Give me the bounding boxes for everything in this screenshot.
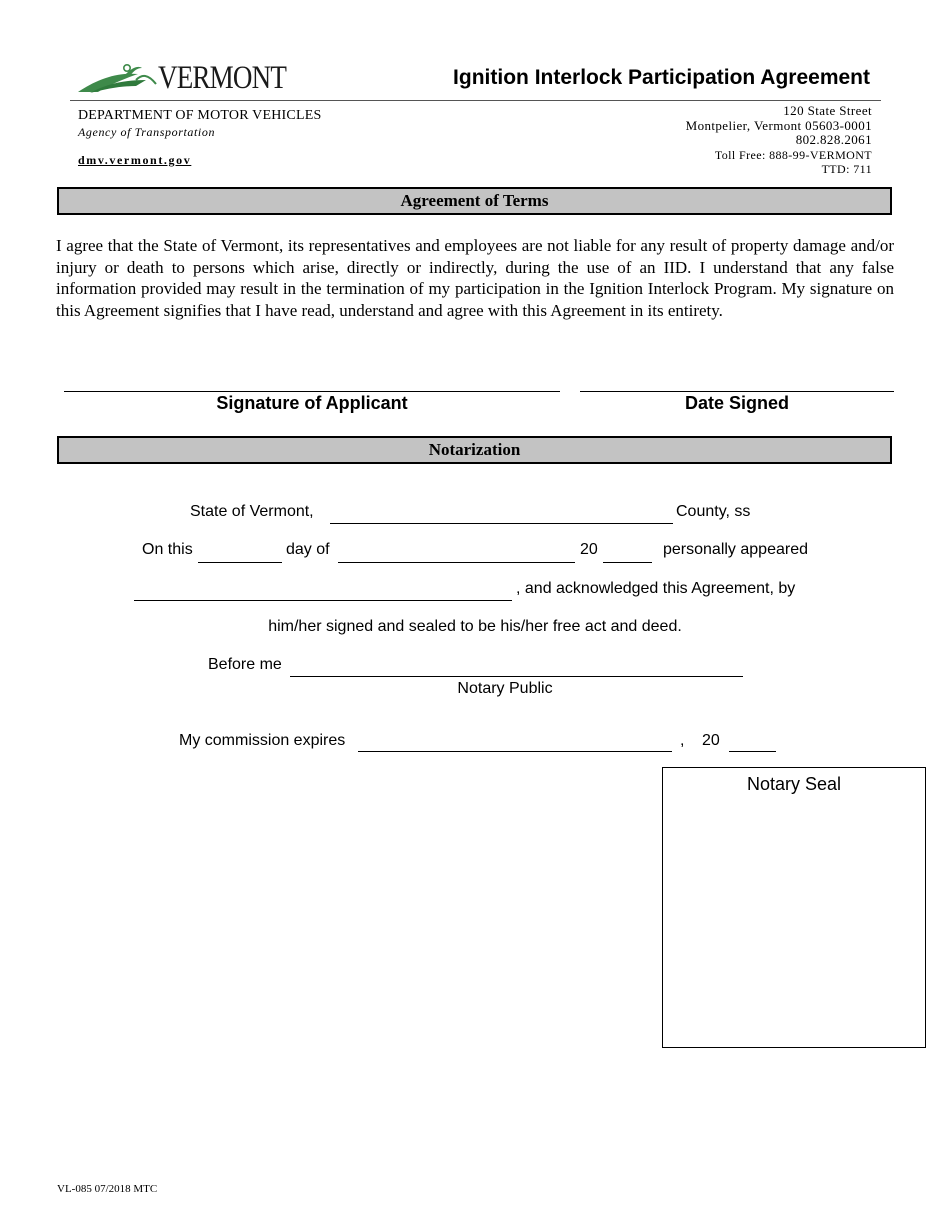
agency-name: Agency of Transportation <box>78 125 216 139</box>
month-field[interactable] <box>338 562 575 563</box>
notarization-heading: Notarization <box>57 436 892 464</box>
department-name: DEPARTMENT OF MOTOR VEHICLES <box>78 108 322 123</box>
date-signed-label: Date Signed <box>684 393 790 413</box>
day-field[interactable] <box>198 562 282 563</box>
form-title: Ignition Interlock Participation Agreement <box>453 66 870 89</box>
commission-year-prefix-label: 20 <box>702 732 720 749</box>
header-divider <box>70 100 881 101</box>
notary-signature-field[interactable] <box>290 676 743 677</box>
commission-expires-label: My commission expires <box>179 732 346 749</box>
date-signed-line[interactable] <box>580 391 894 392</box>
notary-public-label: Notary Public <box>457 680 553 697</box>
before-me-label: Before me <box>208 656 282 673</box>
address-line: 120 State Street <box>783 103 872 118</box>
agreement-of-terms-heading: Agreement of Terms <box>57 187 892 215</box>
address-line: 802.828.2061 <box>795 132 872 148</box>
year-field[interactable] <box>603 562 652 563</box>
acknowledged-label: , and acknowledged this Agreement, by <box>516 580 796 597</box>
department-address <box>686 104 872 177</box>
address-line: TTD: 711 <box>821 162 872 177</box>
applicant-signature-line[interactable] <box>64 391 560 392</box>
personally-appeared-label: personally appeared <box>663 541 808 558</box>
on-this-label: On this <box>142 541 193 558</box>
website-link[interactable]: dmv.vermont.gov <box>78 153 192 167</box>
signature-of-applicant-label: Signature of Applicant <box>216 393 408 413</box>
county-field[interactable] <box>330 523 673 524</box>
form-code: VL-085 07/2018 MTC <box>57 1183 158 1195</box>
vermont-wordmark: VERMONT <box>158 60 287 96</box>
county-label: County, ss <box>676 503 751 520</box>
address-line: Toll Free: 888-99-VERMONT <box>714 147 872 162</box>
state-of-vermont-label: State of Vermont, <box>190 503 314 520</box>
notary-seal-box[interactable] <box>662 767 926 1048</box>
day-of-label: day of <box>286 541 330 558</box>
appearing-person-field[interactable] <box>134 600 512 601</box>
commission-expiry-date-field[interactable] <box>358 751 672 752</box>
terms-paragraph: I agree that the State of Vermont, its representatives and employees are not liable for any result of property damage and/or injury or death to persons which arise, directly or indirectly, during the use of an IID. I understand that any false information provided may result in the termination of my participation in the Ignition Interlock Program. My signature on this Agreement signifies that I have read, understand and agree with this Agreement in its entirety. <box>56 236 894 320</box>
free-act-statement: him/her signed and sealed to be his/her free act and deed. <box>268 618 682 635</box>
year-prefix-label: 20 <box>580 541 598 558</box>
commission-comma: , <box>680 732 685 749</box>
commission-year-field[interactable] <box>729 751 776 752</box>
address-line: Montpelier, Vermont 05603-0001 <box>685 117 872 133</box>
notary-seal-label: Notary Seal <box>746 774 842 794</box>
